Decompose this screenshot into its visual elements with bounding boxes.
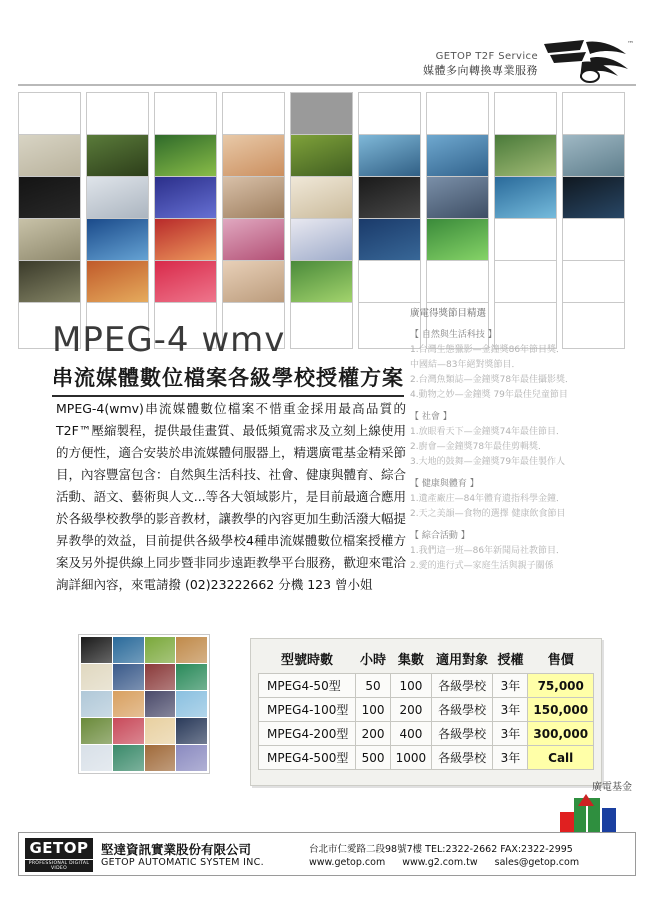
- montage-row: [81, 691, 207, 717]
- price-cell: 150,000: [528, 698, 594, 722]
- thumbnail-cell: [562, 92, 625, 139]
- thumbnail-cell: [222, 92, 285, 139]
- price-table-header-cell: 集數: [397, 653, 424, 668]
- thumbnail-cell: [18, 134, 81, 181]
- montage-thumbnail: [176, 637, 207, 663]
- price-cell: Call: [528, 746, 594, 770]
- thumbnail-image: [359, 177, 420, 222]
- thumbnail-image: [427, 93, 488, 138]
- hours-cell: 100: [356, 698, 391, 722]
- thumbnail-image: [291, 261, 352, 306]
- thumbnail-cell: [154, 260, 217, 307]
- website-secondary[interactable]: www.g2.com.tw: [402, 857, 478, 868]
- thumbnail-cell: [562, 134, 625, 181]
- montage-thumbnail: [81, 637, 112, 663]
- episodes-cell: 100: [391, 674, 432, 698]
- awards-item: 2.台灣魚類誌—金鐘獎78年最佳攝影獎．: [410, 375, 575, 385]
- thumbnail-image: [223, 93, 284, 138]
- thumbnail-image: [563, 261, 624, 306]
- thumbnail-image: [19, 93, 80, 138]
- getop-wordmark: GETOP: [25, 838, 93, 859]
- company-address: 台北市仁愛路二段98號7樓 TEL:2322-2662 FAX:2322-2995: [309, 844, 573, 855]
- thumbnail-image: [495, 261, 556, 306]
- thumbnail-image: [291, 135, 352, 180]
- thumbnail-image: [223, 177, 284, 222]
- model-cell: MPEG4-200型: [259, 722, 356, 746]
- price-table: [258, 646, 594, 770]
- price-table-header-cell: 小時: [360, 653, 387, 668]
- body-paragraph: MPEG-4(wmv)串流媒體數位檔案不惜重金採用最高品質的T2F™壓縮製程，提供最佳畫質、最低頻寬需求及立刻上線使用的方便性，適合安裝於串流媒體伺服器上，精選廣電基金精采節目，內容豐富包含：自然與生活科技、社會、健康與體育、綜合活動、語文、藝術與人文...等各大領域影片，是目前最適合應用於各級學校教學的影音教材，讓教學的內容更加生動活潑大幅提昇教學的效益，目前提供各級學校4種串流媒體數位檔案授權方案及另外提供線上同步暨非同步遠距教學平台服務，歡迎來電洽詢詳細內容，來電請撥 (02)23222662 分機 123 曾小姐: [56, 401, 407, 592]
- company-name-en: GETOP AUTOMATIC SYSTEM INC.: [101, 857, 264, 868]
- montage-thumbnail: [113, 745, 144, 771]
- thumbnail-image: [495, 93, 556, 138]
- price-cell: 75,000: [528, 674, 594, 698]
- awards-item: 1.遺產廠庄—84年體育遺指科學金鐘．: [410, 494, 566, 504]
- price-table-row: [259, 746, 594, 770]
- photo-montage: [78, 634, 210, 774]
- thumbnail-cell: [562, 218, 625, 265]
- price-table-header-row: [259, 646, 594, 674]
- t2f-logo-glyph: [540, 38, 632, 84]
- thumbnail-image: [87, 93, 148, 138]
- awards-item: 1.我們這一班—86年新聞局社教節目．: [410, 546, 566, 556]
- thumbnail-image: [359, 93, 420, 138]
- montage-thumbnail: [113, 691, 144, 717]
- thumbnail-image: [563, 135, 624, 180]
- episodes-cell: 1000: [391, 746, 432, 770]
- price-table-header-cell: 售價: [547, 653, 574, 668]
- thumbnail-image: [563, 93, 624, 138]
- thumbnail-cell: [222, 176, 285, 223]
- thumbnail-cell: [154, 92, 217, 139]
- model-cell: MPEG4-500型: [259, 746, 356, 770]
- thumbnail-cell: [426, 134, 489, 181]
- company-web-row: [309, 857, 593, 868]
- montage-thumbnail: [176, 718, 207, 744]
- thumbnail-cell: [222, 134, 285, 181]
- thumbnail-image: [87, 261, 148, 306]
- target-cell: 各級學校: [431, 674, 493, 698]
- thumbnail-image: [359, 219, 420, 264]
- awards-item: 3.大地的鼓舞—金鐘獎79年最佳製作人: [410, 457, 566, 467]
- email-address[interactable]: sales@getop.com: [494, 857, 580, 868]
- sponsor-label: 廣電基金: [592, 782, 632, 793]
- thumbnail-cell: [562, 260, 625, 307]
- model-cell: MPEG4-50型: [259, 674, 356, 698]
- hours-cell: 200: [356, 722, 391, 746]
- montage-thumbnail: [113, 637, 144, 663]
- thumbnail-image: [87, 135, 148, 180]
- thumbnail-cell: [222, 260, 285, 307]
- thumbnail-cell: [358, 260, 421, 307]
- montage-thumbnail: [145, 718, 176, 744]
- thumbnail-image: [223, 135, 284, 180]
- montage-row: [81, 664, 207, 690]
- website-primary[interactable]: www.getop.com: [309, 857, 386, 868]
- montage-thumbnail: [113, 718, 144, 744]
- thumbnail-image: [87, 219, 148, 264]
- thumbnail-image: [155, 261, 216, 306]
- thumbnail-cell: [494, 218, 557, 265]
- service-name-en: GETOP T2F Service: [435, 51, 538, 62]
- montage-thumbnail: [145, 745, 176, 771]
- thumbnail-cell: [154, 134, 217, 181]
- thumbnail-cell: [18, 92, 81, 139]
- thumbnail-image: [291, 93, 352, 138]
- target-cell: 各級學校: [431, 698, 493, 722]
- montage-row: [81, 718, 207, 744]
- awards-item: 4.動物之妙—金鐘獎 79年最佳兒童節目: [410, 390, 568, 400]
- thumbnail-cell: [290, 176, 353, 223]
- thumbnail-image: [495, 135, 556, 180]
- trademark-symbol: ™: [627, 40, 634, 48]
- target-cell: 各級學校: [431, 722, 493, 746]
- page-footer: [18, 832, 636, 876]
- thumbnail-image: [155, 219, 216, 264]
- thumbnail-cell: [290, 92, 353, 139]
- thumbnail-cell: [562, 176, 625, 223]
- awards-item: 中國結—83年絕對獎節目．: [410, 360, 521, 370]
- awards-item: 2.愛的進行式—家庭生活與親子關係: [410, 561, 554, 571]
- thumbnail-image: [155, 93, 216, 138]
- montage-thumbnail: [113, 664, 144, 690]
- price-cell: 300,000: [528, 722, 594, 746]
- price-table-header-cell: 適用對象: [436, 653, 489, 668]
- thumbnail-image: [19, 135, 80, 180]
- header-service-text: [423, 50, 538, 78]
- montage-row: [81, 745, 207, 771]
- thumbnail-cell: [86, 260, 149, 307]
- thumbnail-image: [291, 177, 352, 222]
- thumbnail-image: [359, 261, 420, 306]
- thumbnail-cell: [494, 92, 557, 139]
- thumbnail-image: [495, 219, 556, 264]
- header-divider: [18, 84, 636, 86]
- thumbnail-image: [223, 219, 284, 264]
- page-subtitle: 串流媒體數位檔案各級學校授權方案: [52, 362, 404, 397]
- price-table-row: [259, 722, 594, 746]
- company-name-zh: 堅達資訊實業股份有限公司: [101, 842, 252, 857]
- thumbnail-cell: [154, 218, 217, 265]
- awards-item: 1.放眼看天下—金鐘獎74年最佳節目．: [410, 427, 566, 437]
- montage-row: [81, 637, 207, 663]
- thumbnail-cell: [358, 92, 421, 139]
- thumbnail-image: [495, 177, 556, 222]
- thumbnail-cell: [358, 176, 421, 223]
- montage-thumbnail: [81, 664, 112, 690]
- awards-group-heading: 【 綜合活動 】: [410, 531, 470, 541]
- montage-thumbnail: [145, 691, 176, 717]
- thumbnail-cell: [290, 260, 353, 307]
- thumbnail-image: [19, 177, 80, 222]
- thumbnail-image: [19, 261, 80, 306]
- montage-thumbnail: [81, 745, 112, 771]
- thumbnail-image: [223, 261, 284, 306]
- thumbnail-cell: [18, 176, 81, 223]
- license-cell: 3年: [493, 674, 528, 698]
- price-table-row: [259, 674, 594, 698]
- thumbnail-image: [87, 177, 148, 222]
- title-block: [52, 320, 472, 397]
- thumbnail-image: [359, 135, 420, 180]
- thumbnail-cell: [358, 218, 421, 265]
- license-cell: 3年: [493, 698, 528, 722]
- montage-thumbnail: [145, 664, 176, 690]
- montage-thumbnail: [176, 691, 207, 717]
- thumbnail-cell: [426, 260, 489, 307]
- thumbnail-image: [19, 219, 80, 264]
- thumbnail-image: [427, 177, 488, 222]
- thumbnail-cell: [426, 92, 489, 139]
- thumbnail-image: [427, 261, 488, 306]
- episodes-cell: 400: [391, 722, 432, 746]
- awards-group-heading: 【 社會 】: [410, 412, 452, 422]
- thumbnail-cell: [222, 218, 285, 265]
- thumbnail-cell: [358, 134, 421, 181]
- thumbnail-cell: [86, 218, 149, 265]
- thumbnail-image: [427, 135, 488, 180]
- target-cell: 各級學校: [431, 746, 493, 770]
- episodes-cell: 200: [391, 698, 432, 722]
- awards-title: 廣電得獎節目精選: [410, 308, 487, 319]
- thumbnail-image: [155, 135, 216, 180]
- t2f-logo: [540, 38, 632, 84]
- license-cell: 3年: [493, 722, 528, 746]
- thumbnail-cell: [426, 176, 489, 223]
- awards-item: 2.天之美韻—食物的選擇 健康飲食節目: [410, 509, 566, 519]
- thumbnail-cell: [18, 218, 81, 265]
- thumbnail-image: [427, 219, 488, 264]
- page-title: MPEG-4 wmv: [52, 320, 286, 360]
- service-name-zh: 媒體多向轉換專業服務: [423, 63, 538, 77]
- awards-column: [410, 306, 636, 574]
- montage-thumbnail: [81, 718, 112, 744]
- license-cell: 3年: [493, 746, 528, 770]
- montage-thumbnail: [176, 664, 207, 690]
- awards-item: 2.廚會—金鐘獎78年最佳剪輯獎．: [410, 442, 548, 452]
- thumbnail-cell: [290, 218, 353, 265]
- thumbnail-image: [563, 177, 624, 222]
- getop-logo: [25, 838, 93, 872]
- model-cell: MPEG4-100型: [259, 698, 356, 722]
- thumbnail-cell: [290, 134, 353, 181]
- awards-item: 1.台灣生態獵影—金鐘獎86年節目獎．: [410, 345, 566, 355]
- montage-thumbnail: [176, 745, 207, 771]
- thumbnail-cell: [86, 176, 149, 223]
- montage-thumbnail: [81, 691, 112, 717]
- price-table-header-cell: 授權: [497, 653, 524, 668]
- price-table-row: [259, 698, 594, 722]
- thumbnail-image: [291, 219, 352, 264]
- page-header: [0, 0, 654, 92]
- thumbnail-cell: [18, 260, 81, 307]
- thumbnail-cell: [494, 176, 557, 223]
- getop-tagline: PROFESSIONAL DIGITAL VIDEO: [25, 860, 93, 872]
- thumbnail-cell: [494, 134, 557, 181]
- awards-group-heading: 【 健康與體育 】: [410, 479, 479, 489]
- thumbnail-cell: [494, 260, 557, 307]
- thumbnail-cell: [426, 218, 489, 265]
- thumbnail-cell: [86, 134, 149, 181]
- price-table-header-cell: 型號時數: [281, 653, 334, 668]
- thumbnail-cell: [154, 176, 217, 223]
- thumbnail-image: [563, 219, 624, 264]
- awards-group-heading: 【 自然與生活科技 】: [410, 330, 497, 340]
- hours-cell: 50: [356, 674, 391, 698]
- thumbnail-cell: [86, 92, 149, 139]
- thumbnail-image: [155, 177, 216, 222]
- hours-cell: 500: [356, 746, 391, 770]
- montage-thumbnail: [145, 637, 176, 663]
